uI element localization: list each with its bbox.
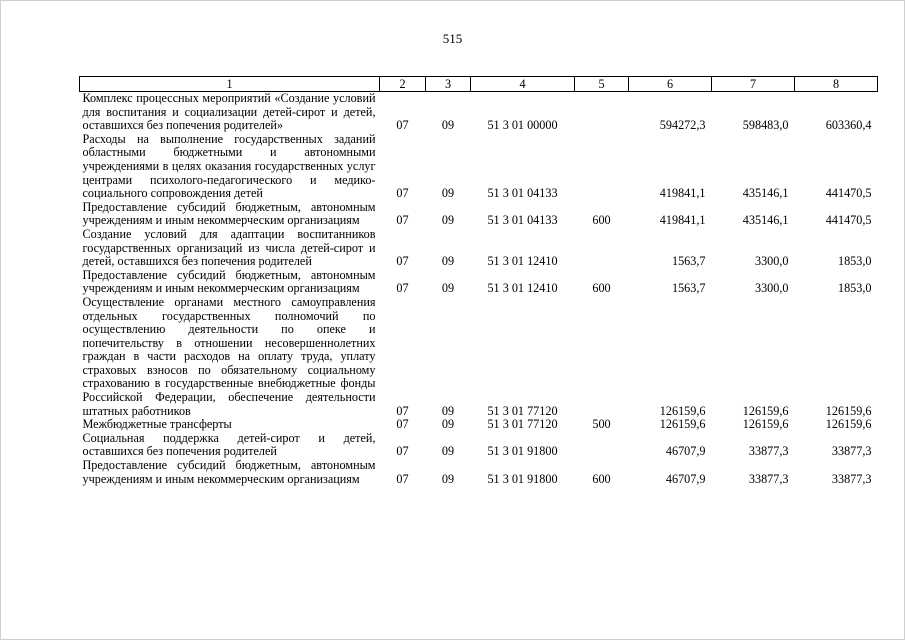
table-row	[80, 296, 878, 418]
row-subsection: 09	[441, 403, 455, 418]
table-row	[80, 269, 878, 296]
row-section: 07	[396, 118, 409, 133]
table-row	[80, 459, 878, 486]
budget-table	[79, 76, 878, 486]
row-amount-8: 33877,3	[831, 471, 872, 486]
row-expense-type	[575, 228, 629, 269]
row-target-code: 51 3 01 04133	[487, 186, 558, 201]
page-number: 515	[442, 31, 463, 46]
row-subsection: 09	[441, 281, 455, 296]
row-section: 07	[396, 471, 409, 486]
row-amount-7: 33877,3	[748, 471, 789, 486]
row-amount-6: 46707,9	[665, 471, 706, 486]
row-section: 07	[396, 417, 409, 432]
row-subsection: 09	[441, 471, 455, 486]
row-section: 07	[396, 254, 409, 269]
row-amount-7: 126159,6	[742, 417, 789, 432]
row-amount-6: 419841,1	[659, 213, 706, 228]
header-row	[80, 77, 878, 92]
table-row	[80, 432, 878, 459]
row-section: 07	[396, 403, 409, 418]
row-section: 07	[396, 281, 409, 296]
row-subsection: 09	[441, 213, 455, 228]
row-expense-type	[575, 133, 629, 201]
row-amount-8: 126159,6	[825, 417, 872, 432]
row-subsection: 09	[441, 118, 455, 133]
table-row	[80, 133, 878, 201]
row-amount-7: 435146,1	[742, 186, 789, 201]
row-section: 07	[396, 444, 409, 459]
row-target-code: 51 3 01 12410	[487, 254, 558, 269]
row-amount-8: 603360,4	[825, 118, 872, 133]
row-name: Предоставление субсидий бюджетным, автономным учреждениям и иным некоммерческим организациям	[82, 267, 376, 296]
row-section: 07	[396, 186, 409, 201]
header-col-6: 6	[629, 77, 712, 92]
row-name: Социальная поддержка детей-сирот и детей, оставшихся без попечения родителей	[82, 430, 376, 459]
row-amount-7: 3300,0	[754, 254, 789, 269]
row-amount-6: 46707,9	[665, 444, 706, 459]
row-name: Межбюджетные трансферты	[82, 417, 232, 432]
row-amount-6: 594272,3	[659, 118, 706, 133]
row-name: Осуществление органами местного самоуправления отдельных государственных полномочий по осуществлению деятельности по опеке и попечительству в отношении несовершеннолетних граждан в части расходов на оплату труда, уплату страховых взносов по обязательному социальному страхованию в государственные внебюджетные фонды Российской Федерации, обеспечение деятельности штатных работников	[82, 294, 376, 418]
row-target-code: 51 3 01 00000	[487, 118, 558, 133]
row-expense-type: 500	[592, 417, 611, 432]
row-name: Предоставление субсидий бюджетным, автономным учреждениям и иным некоммерческим организациям	[82, 199, 376, 228]
row-amount-6: 1563,7	[671, 281, 706, 296]
row-target-code: 51 3 01 91800	[487, 444, 558, 459]
row-amount-6: 419841,1	[659, 186, 706, 201]
row-expense-type	[575, 296, 629, 418]
row-amount-8: 126159,6	[825, 403, 872, 418]
row-amount-7: 126159,6	[742, 403, 789, 418]
row-subsection: 09	[441, 444, 455, 459]
row-amount-8: 1853,0	[837, 281, 872, 296]
row-amount-7: 435146,1	[742, 213, 789, 228]
header-col-1: 1	[80, 77, 380, 92]
header-col-2: 2	[380, 77, 426, 92]
row-expense-type: 600	[592, 213, 611, 228]
row-amount-7: 3300,0	[754, 281, 789, 296]
row-expense-type: 600	[592, 281, 611, 296]
row-amount-8: 33877,3	[831, 444, 872, 459]
header-col-4: 4	[471, 77, 575, 92]
row-amount-8: 441470,5	[825, 213, 872, 228]
row-subsection: 09	[441, 186, 455, 201]
row-expense-type	[575, 92, 629, 133]
row-name: Расходы на выполнение государственных заданий областными бюджетными и автономными учреждениями в целях оказания государственных услуг центрами психолого-педагогического и медико-социального сопровождения детей	[82, 131, 376, 201]
row-target-code: 51 3 01 12410	[487, 281, 558, 296]
row-amount-6: 126159,6	[659, 403, 706, 418]
row-section: 07	[396, 213, 409, 228]
header-col-5: 5	[575, 77, 629, 92]
row-name: Создание условий для адаптации воспитанников государственных организаций из числа детей-сирот и детей, оставшихся без попечения родителей	[82, 226, 376, 269]
row-target-code: 51 3 01 77120	[487, 417, 558, 432]
table-row	[80, 228, 878, 269]
table-row	[80, 92, 878, 133]
row-amount-7: 598483,0	[742, 118, 789, 133]
row-name: Предоставление субсидий бюджетным, автономным учреждениям и иным некоммерческим организациям	[82, 458, 376, 486]
row-target-code: 51 3 01 91800	[487, 471, 558, 486]
row-expense-type: 600	[592, 471, 611, 486]
row-subsection: 09	[441, 417, 455, 432]
table-row	[80, 418, 878, 432]
row-name: Комплекс процессных мероприятий «Создание условий для воспитания и социализации детей-сирот и детей, оставшихся без попечения родителей»	[82, 91, 376, 133]
header-col-8: 8	[795, 77, 878, 92]
row-expense-type	[575, 432, 629, 459]
row-subsection: 09	[441, 254, 455, 269]
row-amount-8: 1853,0	[837, 254, 872, 269]
row-amount-7: 33877,3	[748, 444, 789, 459]
row-target-code: 51 3 01 04133	[487, 213, 558, 228]
row-target-code: 51 3 01 77120	[487, 403, 558, 418]
header-col-3: 3	[426, 77, 471, 92]
header-col-7: 7	[712, 77, 795, 92]
row-amount-6: 126159,6	[659, 417, 706, 432]
row-amount-6: 1563,7	[671, 254, 706, 269]
table-row	[80, 201, 878, 228]
row-amount-8: 441470,5	[825, 186, 872, 201]
